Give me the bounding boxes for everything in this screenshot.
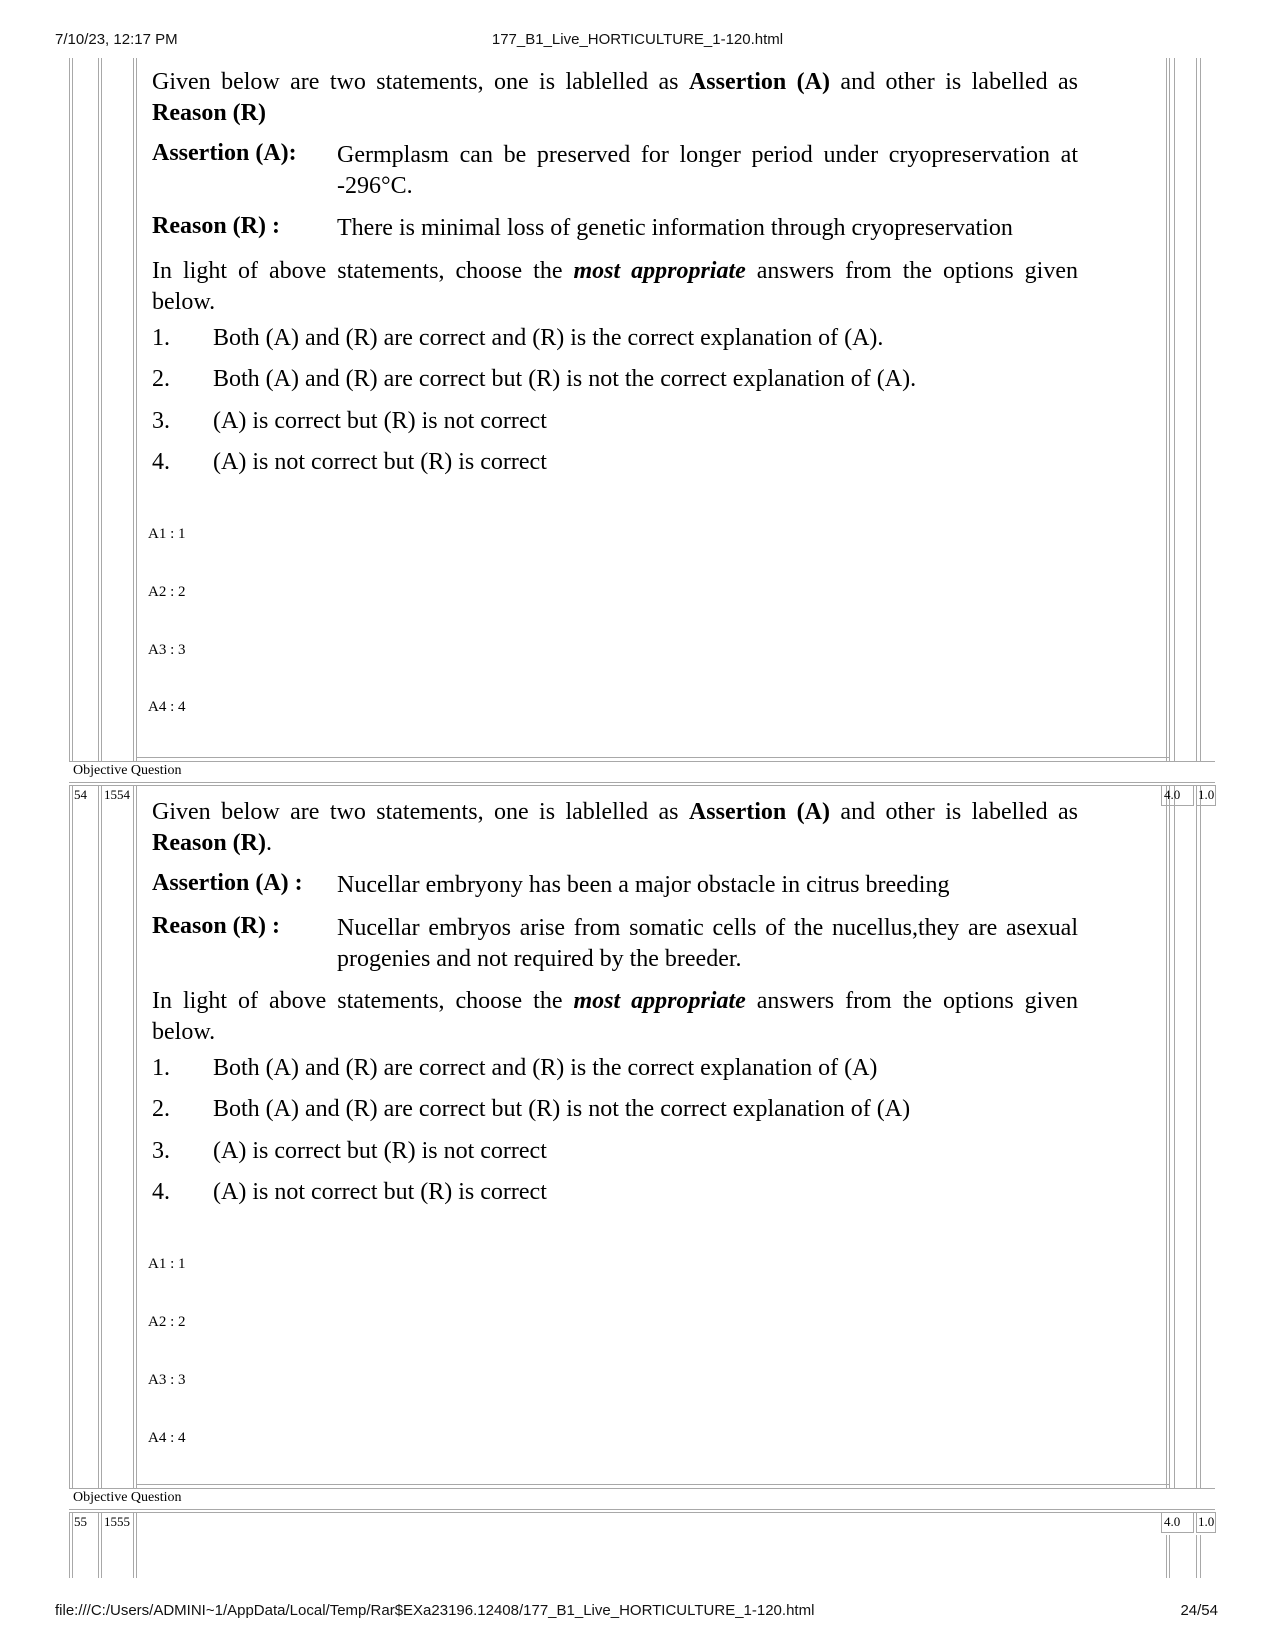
file-path: file:///C:/Users/ADMINI~1/AppData/Local/Temp/Rar$EXa23196.12408/177_B1_Live_HORTICULTURE_1-120.html	[55, 1602, 815, 1619]
question-serial-number: 55	[74, 1514, 87, 1529]
table-border	[136, 1512, 137, 1578]
table-border	[101, 1512, 102, 1578]
option-number: 1.	[152, 1055, 170, 1081]
option-text: (A) is not correct but (R) is correct	[213, 1179, 547, 1205]
question-marks: 4.0	[1164, 1514, 1181, 1529]
reason-label: Reason (R) :	[152, 213, 280, 239]
option-text: Both (A) and (R) are correct and (R) is the correct explanation of (A)	[213, 1055, 878, 1081]
table-border	[1174, 785, 1175, 1488]
assertion-label: Assertion (A) :	[152, 870, 303, 896]
table-border	[1200, 785, 1201, 1488]
assertion-text: Nucellar embryony has been a major obstacle in citrus breeding	[337, 872, 950, 898]
option-text: Both (A) and (R) are correct but (R) is not the correct explanation of (A)	[213, 1096, 911, 1122]
option-text: Both (A) and (R) are correct but (R) is not the correct explanation of (A).	[213, 366, 917, 392]
answer-choice: A3 : 3	[148, 642, 186, 658]
table-border	[1200, 58, 1201, 761]
table-border	[1196, 58, 1197, 761]
question-prompt: In light of above statements, choose the most appropriate answers from the options given below.	[152, 258, 1078, 315]
reason-text: Nucellar embryos arise from somatic cells of the nucellus,they are asexual progenies and not required by the breeder.	[337, 915, 1078, 972]
table-border	[1166, 58, 1167, 761]
table-border	[72, 785, 73, 1488]
question-prompt: In light of above statements, choose the most appropriate answers from the options given below.	[152, 988, 1078, 1045]
table-border	[1169, 1535, 1170, 1578]
question-type-label: Objective Question	[73, 763, 182, 778]
answer-choice: A4 : 4	[148, 699, 186, 715]
answer-choice: A4 : 4	[148, 1430, 186, 1446]
table-border	[1169, 58, 1170, 761]
table-border	[72, 58, 73, 761]
print-title: 177_B1_Live_HORTICULTURE_1-120.html	[491, 31, 784, 48]
table-border	[69, 1512, 70, 1578]
negative-marks-cell	[1196, 1512, 1216, 1533]
page-number: 24/54	[1180, 1602, 1218, 1619]
answer-choice: A3 : 3	[148, 1372, 186, 1388]
table-border	[1196, 1535, 1197, 1578]
table-border	[133, 58, 134, 761]
question-intro: Given below are two statements, one is lablelled as Assertion (A) and other is labelled as Reason (R).	[152, 799, 1078, 856]
reason-label: Reason (R) :	[152, 913, 280, 939]
question-negative-marks: 1.0	[1198, 787, 1215, 802]
question-serial-number: 54	[74, 787, 87, 802]
table-border	[136, 58, 137, 761]
table-border	[69, 1509, 1215, 1510]
marks-cell	[1161, 1512, 1194, 1533]
table-border	[1200, 1535, 1201, 1578]
option-number: 3.	[152, 408, 170, 434]
reason-text: There is minimal loss of genetic information through cryopreservation	[337, 215, 1013, 241]
option-number: 2.	[152, 1096, 170, 1122]
negative-marks-cell	[1196, 785, 1216, 806]
table-border	[133, 785, 134, 1488]
option-text: (A) is correct but (R) is not correct	[213, 408, 547, 434]
option-number: 3.	[152, 1138, 170, 1164]
option-text: Both (A) and (R) are correct and (R) is the correct explanation of (A).	[213, 325, 884, 351]
question-type-label: Objective Question	[73, 1490, 182, 1505]
table-border	[133, 1512, 134, 1578]
table-border	[69, 761, 1215, 762]
answer-choice: A1 : 1	[148, 1256, 186, 1272]
print-datetime: 7/10/23, 12:17 PM	[55, 31, 178, 48]
table-border	[98, 1512, 99, 1578]
question-intro: Given below are two statements, one is lablelled as Assertion (A) and other is labelled as Reason (R)	[152, 69, 1078, 126]
assertion-text: Germplasm can be preserved for longer period under cryopreservation at -296°C.	[337, 142, 1078, 199]
table-border	[69, 782, 1215, 783]
table-border	[1174, 58, 1175, 761]
question-negative-marks: 1.0	[1198, 1514, 1215, 1529]
table-border	[136, 757, 1170, 758]
table-border	[101, 58, 102, 761]
marks-cell	[1161, 785, 1194, 806]
table-border	[69, 58, 70, 761]
table-border	[69, 785, 1215, 786]
question-id: 1555	[104, 1514, 130, 1529]
answer-choice: A2 : 2	[148, 584, 186, 600]
table-border	[101, 785, 102, 1488]
table-border	[136, 785, 137, 1488]
table-border	[98, 58, 99, 761]
table-border	[72, 1512, 73, 1578]
table-border	[69, 785, 70, 1488]
question-id: 1554	[104, 787, 130, 802]
option-text: (A) is correct but (R) is not correct	[213, 1138, 547, 1164]
table-border	[98, 785, 99, 1488]
option-text: (A) is not correct but (R) is correct	[213, 449, 547, 475]
answer-choice: A1 : 1	[148, 526, 186, 542]
table-border	[136, 1484, 1170, 1485]
option-number: 1.	[152, 325, 170, 351]
table-border	[1196, 785, 1197, 1488]
table-border	[69, 1512, 1215, 1513]
table-border	[1166, 1535, 1167, 1578]
answer-choice: A2 : 2	[148, 1314, 186, 1330]
table-border	[1166, 785, 1167, 1488]
table-border	[69, 1488, 1215, 1489]
table-border	[1169, 785, 1170, 1488]
assertion-label: Assertion (A):	[152, 140, 297, 166]
option-number: 4.	[152, 1179, 170, 1205]
question-marks: 4.0	[1164, 787, 1181, 802]
option-number: 4.	[152, 449, 170, 475]
option-number: 2.	[152, 366, 170, 392]
